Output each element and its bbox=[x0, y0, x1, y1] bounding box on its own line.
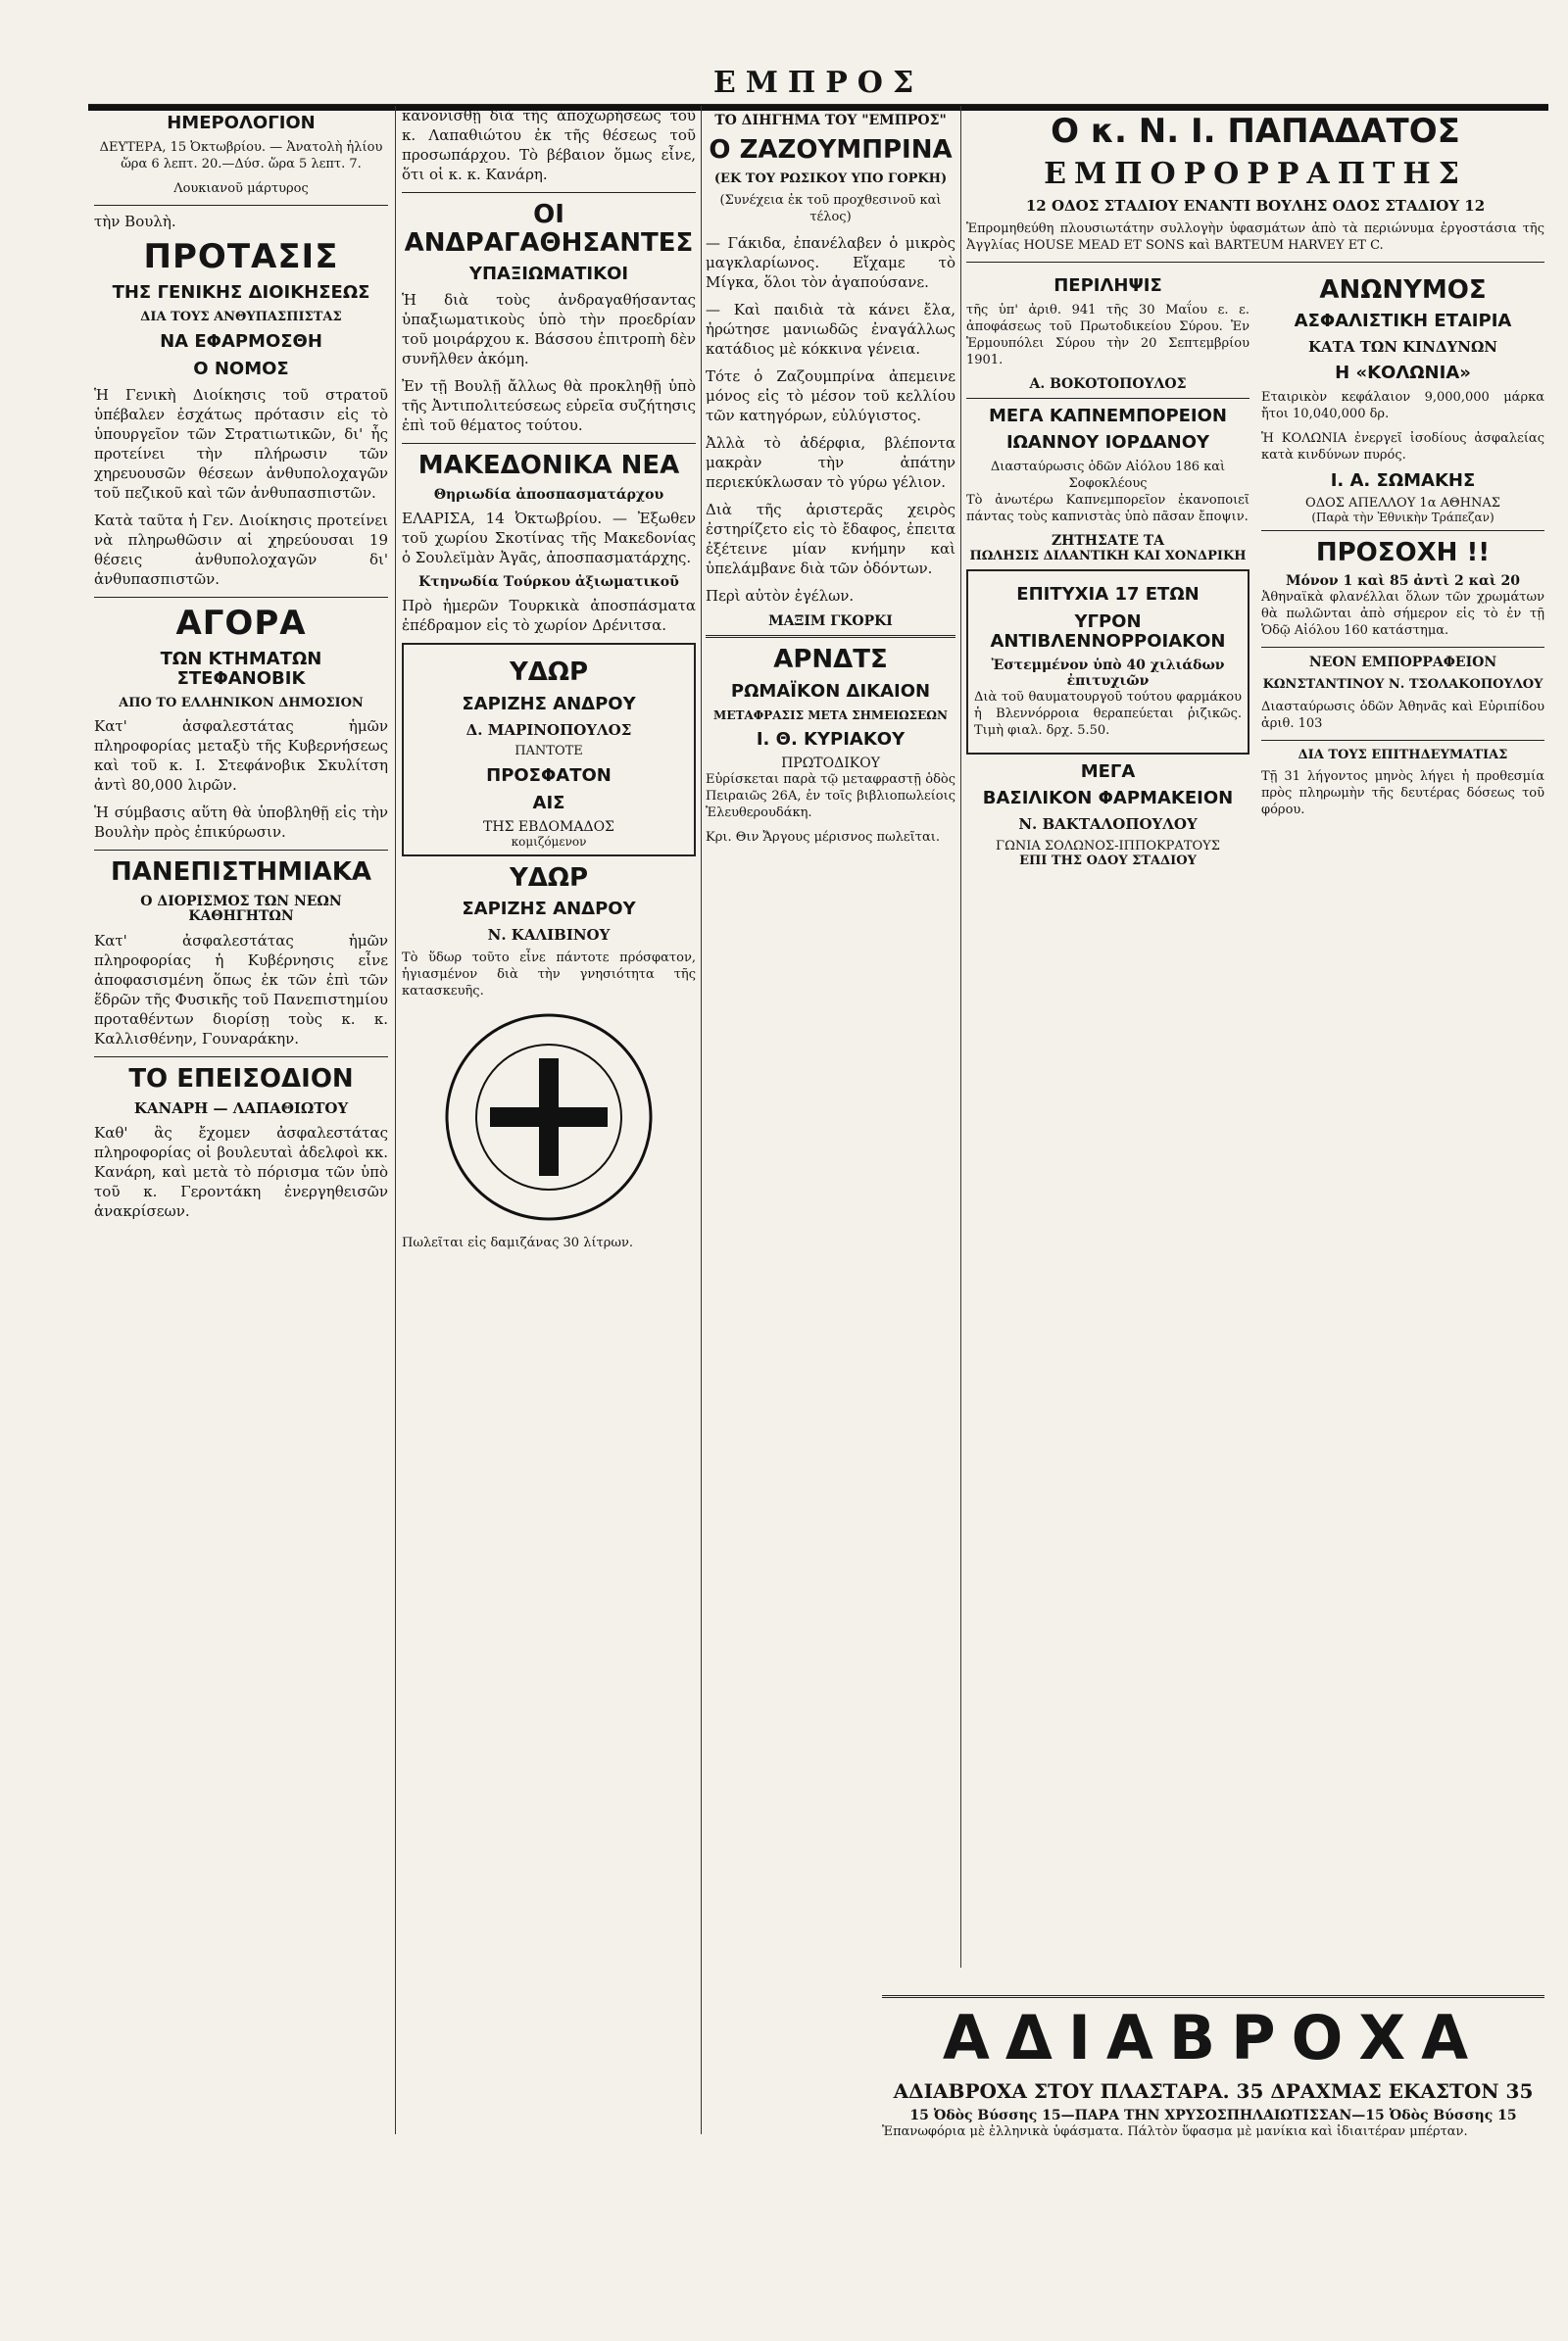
calendar-title: ΗΜΕΡΟΛΟΓΙΟΝ bbox=[167, 113, 316, 133]
ins-title: ΑΝΩΝΥΜΟΣ bbox=[1319, 274, 1487, 305]
c2-p1: κανονισθῇ διὰ τῆς ἀποχωρήσεως τοῦ κ. Λαπαθιώτου ἐκ τῆς θέσεως τοῦ προσωπάρχου. Τὸ βέβαιον ὅμως εἶνε, ὅτι οἱ κ. κ. Κανάρη. bbox=[402, 107, 696, 183]
cafe-foot: ΠΩΛΗΣΙΣ ΔΙΛΑΝΤΙΚΗ ΚΑΙ ΧΟΝΔΡΙΚΗ bbox=[969, 549, 1247, 564]
street-title: ΕΠΙ ΤΗΣ ΟΔΟΥ ΣΤΑΔΙΟΥ bbox=[1019, 853, 1197, 868]
c3-p3: — Καὶ παιδιὰ τὰ κάνει ἔλα, ἠρώτησε μανιωδῶς ἐναγάλλως κατάδιος μὲ κόκκινα γένεια. bbox=[706, 301, 956, 359]
c2-p6: Πρὸ ἡμερῶν Τουρκικὰ ἀποσπάσματα ἐπέδραμον εἰς τὸ χωρίον Δρένιτσα. bbox=[402, 597, 696, 635]
column-1 bbox=[94, 106, 388, 1229]
water1-owner: Δ. ΜΑΡΙΝΟΠΟΥΛΟΣ bbox=[466, 720, 632, 739]
story-title: ΤΟ ΔΙΗΓΗΜΑ ΤΟΥ "ΕΜΠΡΟΣ" bbox=[714, 113, 947, 128]
c3-p8: Εὑρίσκεται παρὰ τῷ μεταφραστῇ ὁδὸς Πειραιῶς 26Α, ἐν τοῖς βιβλιοπωλείοις Ἐλευθερουδάκη. bbox=[706, 771, 956, 820]
reward-title: ΟΙ ΑΝΔΡΑΓΑΘΗΣΑΝΤΕΣ bbox=[404, 200, 694, 258]
ins-sub: ΑΣΦΑΛΙΣΤΙΚΗ ΕΤΑΙΡΙΑ bbox=[1294, 311, 1512, 332]
column-3 bbox=[706, 106, 956, 853]
lawbook-title: ΑΡΝΔΤΣ bbox=[773, 645, 888, 675]
c2-p5: Κτηνωδία Τούρκου ἀξιωματικοῦ bbox=[418, 573, 679, 590]
mac-sub: Θηριωδία ἀποσπασματάρχου bbox=[433, 486, 664, 503]
masthead bbox=[88, 65, 1548, 104]
cure-title: ΕΠΙΤΥΧΙΑ 17 ΕΤΩΝ bbox=[1016, 584, 1200, 606]
c2-p4: ΕΛΑΡΙΣΑ, 14 Ὀκτωβρίου. — Ἐξωθεν τοῦ χωρίου Σκοτίνας τῆς Μακεδονίας ὁ Σουλεϊμὰν Ἀγᾶς, ἀποσπασματάρχης. bbox=[402, 509, 696, 566]
column-4 bbox=[966, 106, 1544, 868]
story-name: Ο ΖΑΖΟΥΜΠΡΙΝΑ bbox=[709, 135, 953, 166]
water1-tag2: ΠΡΟΣΦΑΤΟΝ bbox=[486, 765, 612, 787]
pharm-addr: ΓΩΝΙΑ ΣΟΛΩΝΟΣ-ΙΠΠΟΚΡΑΤΟΥΣ bbox=[996, 838, 1220, 853]
bottom-advert bbox=[882, 1989, 1544, 2148]
market-sub: ΤΩΝ ΚΤΗΜΑΤΩΝ ΣΤΕΦΑΝΟΒΙΚ bbox=[160, 649, 322, 690]
article-p5: Κατ' ἀσφαλεστάτας ἡμῶν πληροφορίας ἡ Κυβέρνησις εἶνε ἀποφασισμένη ὅπως ἐκ τῶν ἐπὶ τῶν ἕδρῶν τῆς Φυσικῆς τοῦ Πανεπιστημίου προταθέντων διορίσῃ τοὺς κ. κ. Καλλισθένην, Γουναράκην. bbox=[94, 931, 388, 1048]
market-sub2: ΑΠΟ ΤΟ ΕΛΛΗΝΙΚΟΝ ΔΗΜΟΣΙΟΝ bbox=[119, 695, 364, 710]
cafe-owner: ΙΩΑΝΝΟΥ ΙΟΡΔΑΝΟΥ bbox=[1005, 432, 1210, 454]
reward-sub: ΥΠΑΞΙΩΜΑΤΙΚΟΙ bbox=[468, 264, 629, 285]
tailor-text: Ἐπρομηθεύθη πλουσιωτάτην συλλογὴν ὑφασμάτων ἀπὸ τὰ περιώνυμα ἐργοστάσια τῆς Ἀγγλίας HOUSE MEAD ET SONS καὶ BARTEUM HARVEY ET C. bbox=[966, 220, 1544, 253]
law-title: Ο ΝΟΜΟΣ bbox=[193, 359, 289, 380]
bottom-ad-line3: Ἐπανωφόρια μὲ ἐλληνικὰ ὑφάσματα. Πάλτὸν ὕφασμα μὲ μανίκια καὶ ἰδιαιτέραν μπέρταν. bbox=[882, 2124, 1468, 2139]
c2-p2: Ἡ διὰ τοὺς ἀνδραγαθήσαντας ὑπαξιωματικοὺς ὑπὸ τὴν προεδρίαν τοῦ μοιράρχου κ. Βάσσου ἐπιτροπὴ δὲν συνῆλθεν ἀκόμη. bbox=[402, 290, 696, 367]
story-sub: (ΕΚ ΤΟΥ ΡΩΣΙΚΟΥ ΥΠΟ ΓΟΡΚΗ) bbox=[713, 171, 948, 186]
c3-p5: Ἀλλὰ τὸ ἀδέρφια, βλέποντα μακρὰν τὴν ἀπάτην περιεκύκλωσαν τὸ γύρω γέλιον. bbox=[706, 434, 956, 492]
cure-sub: ΥΓΡΟΝ ΑΝΤΙΒΛΕΝΝΟΡΡΟΙΑΚΟΝ bbox=[990, 611, 1226, 652]
water1-tag1: ΠΑΝΤΟΤΕ bbox=[514, 744, 583, 759]
ins-text2: Ἡ ΚΟΛΩΝΙΑ ἐνεργεῖ ἰσοδίους ἀσφαλείας κατὰ κινδύνων πυρός. bbox=[1261, 430, 1544, 463]
proposals-sub: ΤΗΣ ΓΕΝΙΚΗΣ ΔΙΟΙΚΗΣΕΩΣ bbox=[112, 282, 370, 304]
cafe-text: Τὸ ἀνωτέρω Καπνεμπορεῖον ἐκανοποιεῖ πάντας τοὺς καπνιστὰς ὑπὸ πᾶσαν ἔποψιν. bbox=[966, 493, 1250, 525]
article-p2: Κατὰ ταῦτα ἡ Γεν. Διοίκησις προτείνει νὰ πληρωθῶσιν αἱ χηρεύουσαι 19 θέσεις ἀνθυπολοχαγῶν δι' ἀνθυπασπιστῶν. bbox=[94, 511, 388, 588]
cafe-call: ΖΗΤΗΣΑΤΕ ΤΑ bbox=[1051, 533, 1165, 550]
c3-p4: Τότε ὁ Ζαζουμπρίνα ἀπεμεινε μόνος εἰς τὸ μέσον τοῦ κελλίου τῶν κατηγόρων, εὐλύγιστος. bbox=[706, 367, 956, 425]
ins-agent: Ι. Α. ΣΩΜΑΚΗΣ bbox=[1330, 469, 1476, 491]
masthead-title: ΕΜΠΡΟΣ bbox=[712, 66, 924, 100]
column-divider bbox=[701, 106, 702, 2134]
incident-sub: ΚΑΝΑΡΗ — ΛΑΠΑΘΙΩΤΟΥ bbox=[133, 1099, 349, 1118]
water-ad-1 bbox=[402, 643, 696, 855]
tailor-name: Ο κ. Ν. Ι. ΠΑΠΑΔΑΤΟΣ bbox=[1051, 112, 1460, 151]
cafe-addr: Διασταύρωσις ὁδῶν Αἰόλου 186 καὶ Σοφοκλέους bbox=[990, 460, 1226, 492]
article-p1: Ἡ Γενικὴ Διοίκησις τοῦ στρατοῦ ὑπέβαλεν ἐσχάτως πρότασιν εἰς τὸ ὑπουργεῖον τῶν Στρατιωτικῶν, δι' ἧς προτείνει τὴν πλήρωσιν τῶν χηρευουσῶν θέσεων ἀνθυπολοχαγῶν τοῦ πεζικοῦ καὶ τῶν ἀνθυπασπιστῶν. bbox=[94, 385, 388, 502]
water2-name: ΣΑΡΙΖΗΣ ΑΝΔΡΟΥ bbox=[462, 899, 636, 920]
calendar-line: ΔΕΥΤΕΡΑ, 15 Ὀκτωβρίου. — Ἀνατολὴ ἡλίου ὥρα 6 λεπτ. 20.—Δύσ. ὥρα 5 λεπτ. 7. bbox=[99, 139, 383, 171]
new-store-text: Διασταύρωσις ὁδῶν Ἀθηνᾶς καὶ Εὐριπίδου ἀριθ. 103 bbox=[1261, 699, 1544, 731]
warn-text: Μόνον 1 καὶ 85 ἀντὶ 2 καὶ 20 bbox=[1286, 572, 1520, 589]
water1-tag5: κομιζόμενον bbox=[511, 834, 587, 849]
water-seal-logo bbox=[441, 1009, 657, 1225]
water2-owner: Ν. ΚΑΛΙΒΙΝΟΥ bbox=[487, 926, 611, 945]
c3-p7: Περὶ αὐτὸν ἐγέλων. bbox=[706, 587, 855, 606]
notice-title: ΠΕΡΙΛΗΨΙΣ bbox=[1054, 274, 1162, 296]
ins-note: (Παρὰ τὴν Ἐθνικὴν Τράπεζαν) bbox=[1311, 511, 1494, 525]
intro-text: τὴν Βουλὴ. bbox=[94, 212, 176, 230]
warn-title: ΠΡΟΣΟΧΗ !! bbox=[1315, 538, 1491, 568]
apply-title: ΝΑ ΕΦΑΡΜΟΣΘΗ bbox=[160, 331, 322, 353]
market-title: ΑΓΟΡΑ bbox=[175, 603, 307, 643]
proposals-sub2: ΔΙΑ ΤΟΥΣ ΑΝΘΥΠΑΣΠΙΣΤΑΣ bbox=[140, 309, 342, 324]
story-sign: ΜΑΞΙΜ ΓΚΟΡΚΙ bbox=[768, 613, 893, 630]
c2-p3: Ἐν τῇ Βουλῇ ἄλλως θὰ προκληθῇ ὑπὸ τῆς Ἀντιπολιτεύσεως εὐρεῖα συζήτησις ἐπὶ τοῦ θέματος τούτου. bbox=[402, 376, 696, 434]
c3-p6: Διὰ τῆς ἀριστερᾶς χειρὸς ἐστηρίζετο εἰς τὸ ἔδαφος, ἐπειτα ἐξέτεινε μίαν κνήμην καὶ ὑπελάμβανε διὰ τῶν ὀδόντων. bbox=[706, 501, 956, 578]
ins-addr: ΟΔΟΣ ΑΠΕΛΛΟΥ 1α ΑΘΗΝΑΣ bbox=[1305, 496, 1500, 512]
c3-p9: Κρι. Θιν Ἄργους μέρισνος πωλεῖται. bbox=[706, 829, 940, 845]
article-p3: Κατ' ἀσφαλεστάτας ἡμῶν πληροφορίας μεταξὺ τῆς Κυβερνήσεως καὶ τοῦ κ. Ι. Στεφάνοβικ Σκυλίτση ἀντὶ 80,000 λιρῶν. bbox=[94, 717, 388, 795]
warn-body: Ἀθηναϊκὰ φλανέλλαι ὅλων τῶν χρωμάτων θὰ πωλῶνται ἀπὸ σήμερον εἰς τὸ ἐν τῇ Ὁδῷ Αἰόλου 160 κατάστημα. bbox=[1261, 589, 1544, 638]
water1-tag4: ΤΗΣ ΕΒΔΟΜΑΔΟΣ bbox=[483, 818, 614, 835]
c2-p8: Πωλεῖται εἰς δαμιζάνας 30 λίτρων. bbox=[402, 1235, 634, 1250]
lawbook-sub: ΡΩΜΑΪΚΟΝ ΔΙΚΑΙΟΝ bbox=[730, 680, 931, 702]
tech-title: ΔΙΑ ΤΟΥΣ ΕΠΙΤΗΔΕΥΜΑΤΙΑΣ bbox=[1298, 747, 1508, 762]
new-store: ΝΕΟΝ ΕΜΠΟΡΡΑΦΕΙΟΝ bbox=[1308, 654, 1497, 670]
water1-tag3: ΑΙΣ bbox=[532, 793, 565, 814]
bottom-ad-title: ΑΔΙΑΒΡΟΧΑ bbox=[942, 2002, 1485, 2073]
column-2 bbox=[402, 106, 696, 1259]
cure-text: Ἐστεμμένον ὑπὸ 40 χιλιάδων ἐπιτυχιῶν bbox=[991, 657, 1225, 689]
column-divider bbox=[395, 106, 396, 2134]
pharm-title: ΜΕΓΑ bbox=[1080, 760, 1136, 782]
water1-name: ΣΑΡΙΖΗΣ ΑΝΔΡΟΥ bbox=[462, 693, 636, 714]
article-p6: Καθ' ἃς ἔχομεν ἀσφαλεστάτας πληροφορίας οἱ βουλευταὶ ἀδελφοὶ κκ. Κανάρη, καὶ μετὰ τὸ πόρισμα τῶν ὑπὸ τοῦ κ. Γεροντάκη ἐνεργηθεισῶν ἀνακρίσεων. bbox=[94, 1123, 388, 1220]
lawbook-sub2: ΜΕΤΑΦΡΑΣΙΣ ΜΕΤΑ ΣΗΜΕΙΩΣΕΩΝ bbox=[713, 707, 948, 722]
calendar-saint: Λουκιανοῦ μάρτυρος bbox=[173, 180, 309, 196]
cure-ad bbox=[966, 569, 1250, 754]
notice-sign: Α. ΒΟΚΟΤΟΠΟΥΛΟΣ bbox=[1029, 375, 1187, 392]
c3-p2: — Γάκιδα, ἐπανέλαβεν ὁ μικρὸς μαγκλαρίωνος. Εἴχαμε τὸ Μίγκα, ὅλοι τὸν ἀγαπούσανε. bbox=[706, 234, 956, 292]
water1-title: ΥΔΩΡ bbox=[509, 658, 589, 688]
lawbook-author: Ι. Θ. ΚΥΡΙΑΚΟΥ bbox=[756, 728, 906, 750]
proposals-title: ΠΡΟΤΑΣΙΣ bbox=[143, 236, 339, 276]
c2-p7: Τὸ ὕδωρ τοῦτο εἶνε πάντοτε πρόσφατον, ἡγιασμένον διὰ τὴν γνησιότητα τῆς κατασκευῆς. bbox=[402, 950, 696, 999]
pharm-owner: Ν. ΒΑΚΤΑΛΟΠΟΥΛΟΥ bbox=[1018, 815, 1198, 834]
c3-p1: (Συνέχεια ἐκ τοῦ προχθεσινοῦ καὶ τέλος) bbox=[719, 193, 942, 225]
article-p4: Ἡ σύμβασις αὕτη θὰ ὑποβληθῇ εἰς τὴν Βουλὴν πρὸς ἐπικύρωσιν. bbox=[94, 804, 388, 842]
ins-brand: Η «ΚΟΛΩΝΙΑ» bbox=[1335, 362, 1471, 383]
tech-text: Τῇ 31 λήγοντος μηνὸς λήγει ἡ προθεσμία πρὸς πληρωμὴν τῆς δευτέρας δόσεως τοῦ φόρου. bbox=[1261, 768, 1544, 817]
univ-title: ΠΑΝΕΠΙΣΤΗΜΙΑΚΑ bbox=[110, 857, 372, 888]
cure-body: Διὰ τοῦ θαυματουργοῦ τούτου φαρμάκου ἡ Βλεννόρροια θεραπεύεται ῥιζικῶς. Τιμὴ φιαλ. δρχ. 5.50. bbox=[974, 689, 1242, 738]
tailor-trade: ΕΜΠΟΡΟΡΡΑΠΤΗΣ bbox=[1044, 157, 1467, 192]
column-divider bbox=[960, 106, 961, 1968]
ins-sub2: ΚΑΤΑ ΤΩΝ ΚΙΝΔΥΝΩΝ bbox=[1307, 338, 1498, 357]
notice-text: τῆς ὑπ' ἀριθ. 941 τῆς 30 Μαΐου ε. ε. ἀποφάσεως τοῦ Πρωτοδικείου Σύρου. Ἐν Ἑρμουπόλει Σύρου τὴν 20 Σεπτεμβρίου 1901. bbox=[966, 302, 1250, 367]
bottom-ad-line1: ΑΔΙΑΒΡΟΧΑ ΣΤΟΥ ΠΛΑΣΤΑΡΑ. 35 ΔΡΑΧΜΑΣ ΕΚΑΣΤΟΝ 35 bbox=[893, 2079, 1534, 2103]
incident-title: ΤΟ ΕΠΕΙΣΟΔΙΟΝ bbox=[128, 1063, 354, 1094]
water2-title: ΥΔΩΡ bbox=[509, 862, 589, 893]
lawbook-role: ΠΡΩΤΟΔΙΚΟΥ bbox=[781, 755, 880, 771]
new-store-owner: ΚΩΝΣΤΑΝΤΙΝΟΥ Ν. ΤΣΟΛΑΚΟΠΟΥΛΟΥ bbox=[1262, 677, 1544, 693]
pharm-sub: ΒΑΣΙΛΙΚΟΝ ΦΑΡΜΑΚΕΙΟΝ bbox=[982, 788, 1234, 809]
bottom-ad-line2: 15 Ὀδὸς Βύσσης 15—ΠΑΡΑ ΤΗΝ ΧΡΥΣΟΣΠΗΛΑΙΩΤΙΣΣΑΝ—15 Ὀδὸς Βύσσης 15 bbox=[909, 2108, 1517, 2123]
ins-text: Εταιρικὸν κεφάλαιον 9,000,000 μάρκα ἤτοι 10,040,000 δρ. bbox=[1261, 389, 1544, 421]
univ-sub: Ο ΔΙΟΡΙΣΜΟΣ ΤΩΝ ΝΕΩΝ ΚΑΘΗΓΗΤΩΝ bbox=[140, 893, 342, 925]
mac-title: ΜΑΚΕΔΟΝΙΚΑ ΝΕΑ bbox=[417, 450, 680, 480]
tailor-address: 12 ΟΔΟΣ ΣΤΑΔΙΟΥ ΕΝΑΝΤΙ ΒΟΥΛΗΣ ΟΔΟΣ ΣΤΑΔΙΟΥ 12 bbox=[1025, 197, 1486, 216]
cafe-title: ΜΕΓΑ ΚΑΠΝΕΜΠΟΡΕΙΟΝ bbox=[988, 405, 1227, 426]
